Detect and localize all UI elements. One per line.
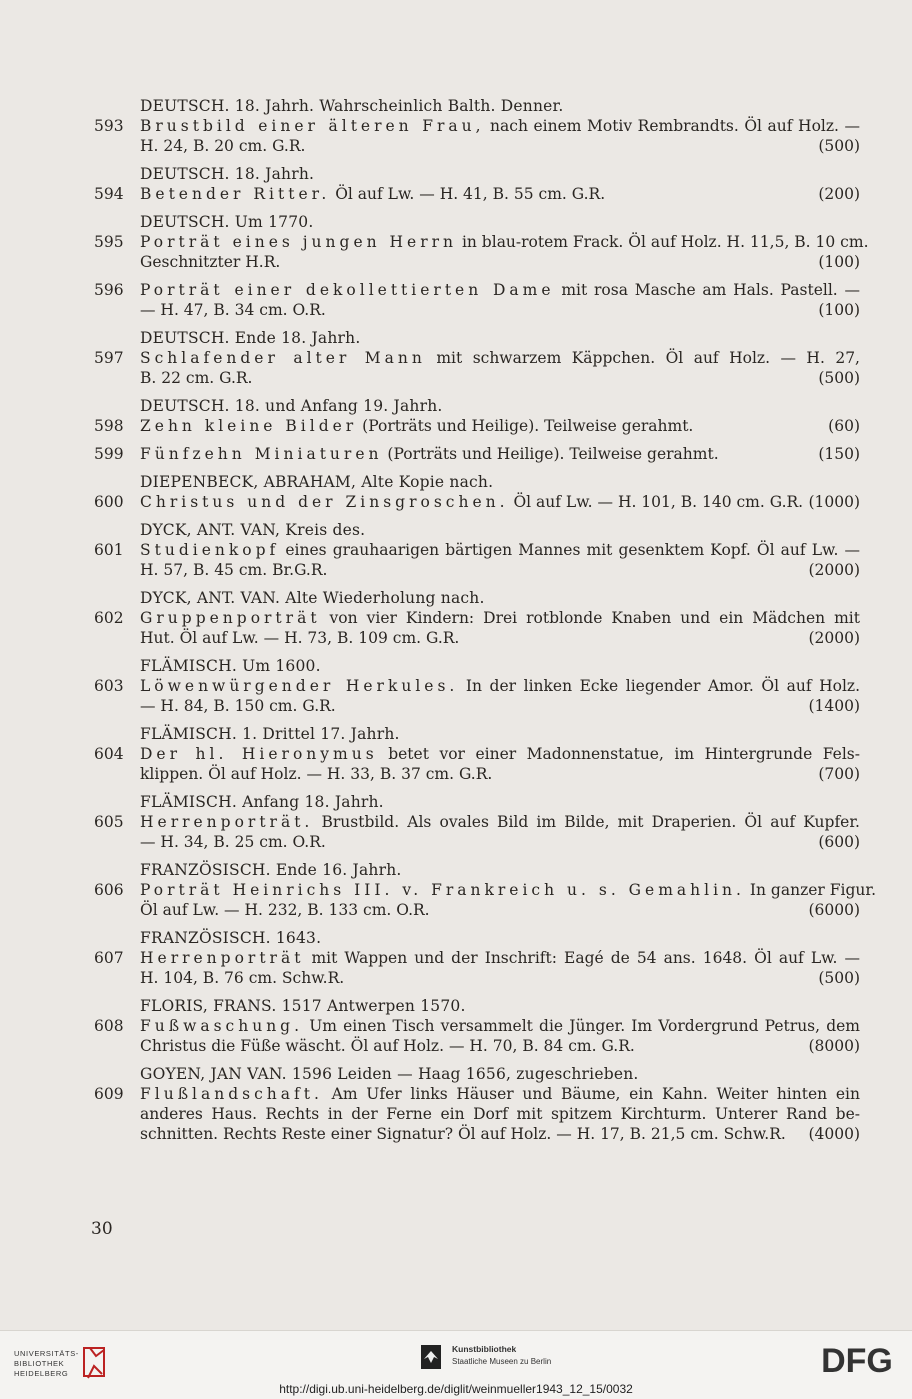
entry-description: in blau-rotem Frack. Öl auf Holz. H. 11,5, B. 10 cm. — [457, 233, 869, 251]
catalog-entry — [94, 676, 861, 716]
entry-price: (1000) — [808, 493, 860, 511]
entry-last-line — [140, 492, 860, 512]
entry-heading: FLÄMISCH. Um 1600. — [140, 657, 321, 675]
entry-dimensions: Hut. Öl auf Lw. — H. 73, B. 109 cm. G.R. — [140, 629, 460, 647]
entry-title-spaced: Herrenporträt. — [140, 813, 314, 831]
entry-title-spaced: Zehn kleine Bilder — [140, 417, 358, 435]
entry-dimensions: Christus die Füße wäscht. Öl auf Holz. — H. 70, B. 84 cm. G.R. — [140, 1037, 635, 1055]
entry-text-line — [140, 1084, 860, 1104]
entry-last-line — [140, 368, 860, 388]
lot-number: 607 — [94, 949, 124, 967]
entry-dimensions: — H. 84, B. 150 cm. G.R. — [140, 697, 336, 715]
entry-description: Am Ufer links Häuser und Bäume, ein Kahn. Weiter hinten ein — [322, 1085, 860, 1103]
lot-number: 609 — [94, 1085, 124, 1103]
entry-dimensions: Geschnitzter H.R. — [140, 253, 281, 271]
entry-dimensions: H. 57, B. 45 cm. Br.G.R. — [140, 561, 328, 579]
entry-description: In ganzer Figur. — [744, 881, 876, 899]
entry-text-line — [140, 608, 860, 628]
entry-last-line — [140, 300, 860, 320]
entry-text-line — [140, 744, 860, 764]
entry-last-line — [140, 628, 860, 648]
lot-number: 605 — [94, 813, 124, 831]
entry-dimensions: H. 104, B. 76 cm. Schw.R. — [140, 969, 345, 987]
entry-title-spaced: Fußwaschung. — [140, 1017, 304, 1035]
entry-description: In der linken Ecke liegender Amor. Öl auf Holz. — [458, 677, 861, 695]
lot-number: 599 — [94, 445, 124, 463]
catalog-entry — [94, 744, 860, 784]
entry-text-line — [140, 116, 860, 136]
entry-heading: FLÄMISCH. 1. Drittel 17. Jahrh. — [140, 725, 400, 743]
entry-heading: DYCK, ANT. VAN, Kreis des. — [140, 521, 366, 539]
entry-heading: FLÄMISCH. Anfang 18. Jahrh. — [140, 793, 384, 811]
page-number: 30 — [91, 1219, 113, 1239]
entry-description: anderes Haus. Rechts in der Ferne ein Dorf mit spitzem Kirchturm. Unterer Rand be- — [140, 1105, 860, 1123]
kunstbibliothek-label[interactable]: Kunstbibliothek Staatliche Museen zu Berlin — [452, 1344, 552, 1366]
entry-last-line — [140, 968, 860, 988]
entry-dimensions: — H. 47, B. 34 cm. O.R. — [140, 301, 326, 319]
entry-text-line — [140, 812, 860, 832]
entry-last-line — [140, 1124, 860, 1144]
entry-title-spaced: Brustbild einer älteren Frau, — [140, 117, 485, 135]
entry-price: (500) — [818, 369, 860, 387]
entry-price: (4000) — [808, 1125, 860, 1143]
entry-title-spaced: Schlafender alter Mann — [140, 349, 426, 367]
entry-heading: DYCK, ANT. VAN. Alte Wiederholung nach. — [140, 589, 485, 607]
catalog-entry — [94, 116, 860, 156]
entry-dimensions: H. 24, B. 20 cm. G.R. — [140, 137, 306, 155]
entry-heading: FRANZÖSISCH. 1643. — [140, 929, 322, 947]
entry-last-line — [140, 560, 860, 580]
lot-number: 596 — [94, 281, 124, 299]
catalog-entry — [94, 1016, 860, 1056]
lot-number: 598 — [94, 417, 124, 435]
entry-text-line — [140, 676, 860, 696]
entry-last-line — [140, 136, 860, 156]
entry-last-line — [140, 1036, 860, 1056]
university-library-name[interactable]: UNIVERSITÄTS- BIBLIOTHEK HEIDELBERG — [14, 1349, 79, 1378]
catalog-entry — [94, 880, 876, 920]
entry-title-spaced: Studienkopf — [140, 541, 280, 559]
catalog-entry — [94, 416, 860, 436]
entry-heading: FRANZÖSISCH. Ende 16. Jahrh. — [140, 861, 402, 879]
entry-title-spaced: Flußlandschaft. — [140, 1085, 323, 1103]
entry-description: Brustbild. Als ovales Bild im Bilde, mit Draperien. Öl auf Kupfer. — [313, 813, 860, 831]
entry-dimensions: — H. 34, B. 25 cm. O.R. — [140, 833, 326, 851]
catalog-entry — [94, 348, 860, 388]
entry-price: (500) — [818, 137, 860, 155]
entry-last-line — [140, 764, 860, 784]
entry-last-line — [140, 252, 860, 272]
entry-description: mit Wappen und der Inschrift: Eagé de 54 ans. 1648. Öl auf Lw. — — [304, 949, 860, 967]
entry-text-line — [140, 880, 876, 900]
entry-dimensions: Öl auf Lw. — H. 41, B. 55 cm. G.R. — [330, 185, 606, 203]
entry-text-line — [140, 1104, 860, 1124]
entry-heading: FLORIS, FRANS. 1517 Antwerpen 1570. — [140, 997, 466, 1015]
catalog-entry — [94, 540, 860, 580]
entry-price: (150) — [818, 445, 860, 463]
catalog-entry — [94, 812, 860, 852]
entry-dimensions: (Porträts und Heilige). Teilweise gerahmt. — [357, 417, 694, 435]
lot-number: 595 — [94, 233, 124, 251]
entry-price: (100) — [818, 301, 860, 319]
entry-title-spaced: Betender Ritter. — [140, 185, 331, 203]
entry-price: (600) — [818, 833, 860, 851]
entry-dimensions: Öl auf Lw. — H. 232, B. 133 cm. O.R. — [140, 901, 430, 919]
entry-heading: DEUTSCH. Um 1770. — [140, 213, 314, 231]
catalog-entry — [94, 948, 860, 988]
entry-last-line — [140, 184, 860, 204]
entry-heading: DEUTSCH. Ende 18. Jahrh. — [140, 329, 361, 347]
lot-number: 606 — [94, 881, 124, 899]
dfg-logo-icon[interactable] — [814, 1342, 900, 1380]
entry-title-spaced: Herrenporträt — [140, 949, 305, 967]
entry-price: (6000) — [808, 901, 860, 919]
catalog-entry — [94, 184, 860, 204]
entry-title-spaced: Christus und der Zinsgroschen. — [140, 493, 509, 511]
lot-number: 600 — [94, 493, 124, 511]
entry-text-line — [140, 280, 860, 300]
lot-number: 601 — [94, 541, 124, 559]
permalink-url[interactable]: http://digi.ub.uni-heidelberg.de/diglit/weinmueller1943_12_15/0032 — [279, 1382, 633, 1396]
catalog-entries — [0, 88, 912, 1144]
entry-title-spaced: Porträt einer dekollettierten Dame — [140, 281, 555, 299]
entry-text-line — [140, 232, 869, 252]
lot-number: 593 — [94, 117, 124, 135]
entry-price: (2000) — [808, 561, 860, 579]
entry-description: Um einen Tisch versammelt die Jünger. Im Vordergrund Petrus, dem — [303, 1017, 860, 1035]
entry-last-line — [140, 900, 860, 920]
entry-heading: DEUTSCH. 18. Jahrh. — [140, 165, 315, 183]
entry-price: (2000) — [808, 629, 860, 647]
entry-title-spaced: Fünfzehn Miniaturen — [140, 445, 383, 463]
entry-dimensions: klippen. Öl auf Holz. — H. 33, B. 37 cm. G.R. — [140, 765, 493, 783]
entry-price: (1400) — [808, 697, 860, 715]
entry-last-line — [140, 444, 860, 464]
viewer-footer — [0, 1330, 912, 1399]
entry-description: betet vor einer Madonnenstatue, im Hintergrunde Fels- — [377, 745, 860, 763]
catalog-entry — [94, 492, 860, 512]
lot-number: 604 — [94, 745, 124, 763]
catalog-entry — [94, 280, 861, 320]
entry-heading: DEUTSCH. 18. und Anfang 19. Jahrh. — [140, 397, 443, 415]
entry-price: (60) — [828, 417, 860, 435]
lot-number: 608 — [94, 1017, 124, 1035]
entry-dimensions: (Porträts und Heilige). Teilweise gerahmt. — [382, 445, 719, 463]
entry-last-line — [140, 832, 860, 852]
lot-number: 594 — [94, 185, 124, 203]
entry-price: (200) — [818, 185, 860, 203]
entry-description: mit rosa Masche am Hals. Pastell. — — [554, 281, 861, 299]
entry-dimensions: B. 22 cm. G.R. — [140, 369, 253, 387]
entry-price: (700) — [818, 765, 860, 783]
entry-text-line — [140, 948, 860, 968]
entry-title-spaced: Löwenwürgender Herkules. — [140, 677, 459, 695]
entry-description: von vier Kindern: Drei rotblonde Knaben und ein Mädchen mit — [320, 609, 860, 627]
catalog-entry — [94, 444, 860, 464]
entry-description: eines grauhaarigen bärtigen Mannes mit gesenktem Kopf. Öl auf Lw. — — [279, 541, 860, 559]
entry-title-spaced: Porträt Heinrichs III. v. Frankreich u. s. Gemahlin. — [140, 881, 745, 899]
entry-text-line — [140, 540, 860, 560]
svg-text:DFG: DFG — [821, 1342, 893, 1380]
entry-description: nach einem Motiv Rembrandts. Öl auf Holz. — — [484, 117, 860, 135]
entry-description: mit schwarzem Käppchen. Öl auf Holz. — H. 27, — [425, 349, 860, 367]
entry-last-line — [140, 696, 860, 716]
entry-heading: DEUTSCH. 18. Jahrh. Wahrscheinlich Balth. Denner. — [140, 97, 564, 115]
university-library-logo-icon[interactable] — [82, 1344, 110, 1382]
entry-last-line — [140, 416, 860, 436]
entry-heading: GOYEN, JAN VAN. 1596 Leiden — Haag 1656, zugeschrieben. — [140, 1065, 639, 1083]
catalog-entry — [94, 1084, 860, 1144]
entry-title-spaced: Der hl. Hieronymus — [140, 745, 378, 763]
lot-number: 597 — [94, 349, 124, 367]
catalog-entry — [94, 232, 869, 272]
entry-heading: DIEPENBECK, ABRAHAM, Alte Kopie nach. — [140, 473, 494, 491]
entry-title-spaced: Porträt eines jungen Herrn — [140, 233, 458, 251]
lot-number: 602 — [94, 609, 124, 627]
entry-price: (8000) — [808, 1037, 860, 1055]
entry-dimensions: Öl auf Lw. — H. 101, B. 140 cm. G.R. — [508, 493, 804, 511]
kunstbibliothek-eagle-icon[interactable] — [418, 1343, 444, 1371]
entry-dimensions: schnitten. Rechts Reste einer Signatur? Öl auf Holz. — H. 17, B. 21,5 cm. Schw.R. — [140, 1125, 786, 1143]
entry-price: (100) — [818, 253, 860, 271]
catalog-entry — [94, 608, 860, 648]
lot-number: 603 — [94, 677, 124, 695]
entry-text-line — [140, 1016, 860, 1036]
entry-text-line — [140, 348, 860, 368]
entry-title-spaced: Gruppenporträt — [140, 609, 321, 627]
entry-price: (500) — [818, 969, 860, 987]
